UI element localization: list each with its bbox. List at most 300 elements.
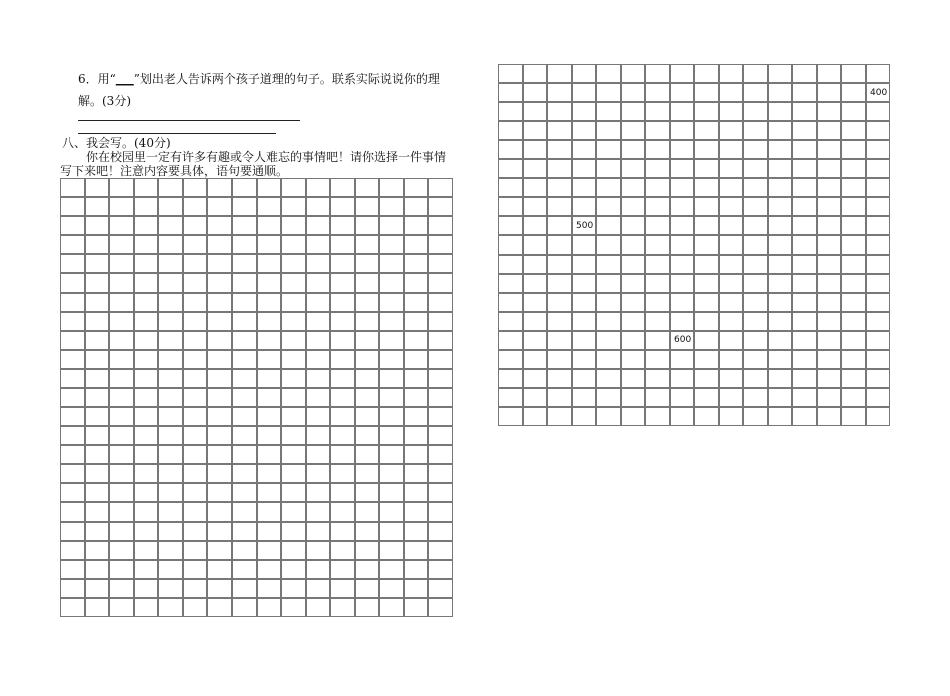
grid-cell[interactable] <box>671 198 694 215</box>
grid-cell[interactable] <box>622 332 645 349</box>
grid-cell[interactable] <box>356 351 379 368</box>
grid-cell[interactable] <box>695 408 718 425</box>
grid-cell[interactable] <box>307 351 330 368</box>
grid-cell[interactable] <box>646 389 669 406</box>
grid-cell[interactable] <box>331 294 354 311</box>
grid-cell[interactable] <box>307 236 330 253</box>
grid-cell[interactable] <box>405 236 428 253</box>
grid-cell[interactable] <box>793 256 816 273</box>
grid-cell[interactable] <box>380 255 403 272</box>
grid-cell[interactable] <box>720 103 743 120</box>
grid-cell[interactable] <box>744 198 767 215</box>
grid-cell[interactable] <box>208 561 231 578</box>
grid-cell[interactable] <box>184 179 207 196</box>
grid-cell[interactable] <box>61 408 84 425</box>
grid-cell[interactable] <box>695 294 718 311</box>
grid-cell[interactable] <box>184 198 207 215</box>
grid-cell[interactable] <box>135 561 158 578</box>
grid-cell[interactable] <box>380 408 403 425</box>
grid-cell[interactable] <box>258 523 281 540</box>
grid-cell[interactable] <box>86 217 109 234</box>
grid-cell[interactable] <box>646 160 669 177</box>
grid-cell[interactable] <box>695 217 718 234</box>
grid-cell[interactable] <box>61 389 84 406</box>
grid-cell[interactable] <box>744 370 767 387</box>
grid-cell[interactable] <box>499 84 522 101</box>
grid-cell[interactable] <box>720 332 743 349</box>
grid-cell[interactable] <box>818 370 841 387</box>
grid-cell[interactable] <box>769 141 792 158</box>
grid-cell[interactable] <box>769 408 792 425</box>
grid-cell[interactable] <box>818 236 841 253</box>
grid-cell[interactable] <box>769 84 792 101</box>
grid-cell[interactable] <box>793 408 816 425</box>
grid-cell[interactable] <box>307 313 330 330</box>
grid-cell[interactable] <box>135 427 158 444</box>
grid-cell[interactable] <box>573 179 596 196</box>
grid-cell[interactable] <box>135 236 158 253</box>
grid-cell[interactable] <box>524 84 547 101</box>
grid-cell[interactable] <box>258 255 281 272</box>
grid-cell[interactable] <box>61 484 84 501</box>
grid-cell[interactable] <box>184 542 207 559</box>
grid-cell[interactable] <box>646 84 669 101</box>
grid-cell[interactable] <box>307 484 330 501</box>
grid-cell[interactable] <box>842 160 865 177</box>
grid-cell[interactable] <box>671 103 694 120</box>
grid-cell[interactable] <box>110 389 133 406</box>
grid-cell[interactable] <box>233 198 256 215</box>
grid-cell[interactable] <box>184 236 207 253</box>
grid-cell[interactable] <box>380 580 403 597</box>
grid-cell[interactable] <box>208 427 231 444</box>
grid-cell[interactable] <box>110 580 133 597</box>
grid-cell[interactable] <box>671 65 694 82</box>
grid-cell[interactable] <box>258 389 281 406</box>
grid-cell[interactable] <box>769 294 792 311</box>
grid-cell[interactable] <box>695 313 718 330</box>
grid-cell[interactable] <box>233 370 256 387</box>
grid-cell[interactable] <box>159 599 182 616</box>
grid-cell[interactable] <box>499 236 522 253</box>
grid-cell[interactable] <box>331 561 354 578</box>
grid-cell[interactable] <box>356 236 379 253</box>
grid-cell[interactable] <box>380 351 403 368</box>
grid-cell[interactable] <box>744 275 767 292</box>
grid-cell[interactable] <box>258 561 281 578</box>
grid-cell[interactable] <box>793 141 816 158</box>
grid-cell[interactable] <box>405 427 428 444</box>
grid-cell[interactable] <box>208 408 231 425</box>
grid-cell[interactable] <box>597 313 620 330</box>
grid-cell[interactable] <box>380 542 403 559</box>
grid-cell[interactable] <box>184 503 207 520</box>
grid-cell[interactable] <box>282 294 305 311</box>
grid-cell[interactable] <box>573 160 596 177</box>
grid-cell[interactable] <box>646 351 669 368</box>
grid-cell[interactable] <box>867 351 890 368</box>
grid-cell[interactable] <box>61 523 84 540</box>
grid-cell[interactable] <box>159 503 182 520</box>
grid-cell[interactable] <box>61 580 84 597</box>
grid-cell[interactable] <box>622 256 645 273</box>
grid-cell[interactable] <box>842 103 865 120</box>
grid-cell[interactable] <box>867 122 890 139</box>
grid-cell[interactable] <box>597 198 620 215</box>
grid-cell[interactable] <box>110 465 133 482</box>
grid-cell[interactable] <box>597 351 620 368</box>
grid-cell[interactable] <box>86 370 109 387</box>
grid-cell[interactable] <box>135 503 158 520</box>
grid-cell[interactable] <box>818 65 841 82</box>
grid-cell[interactable] <box>184 332 207 349</box>
grid-cell[interactable] <box>331 332 354 349</box>
grid-cell[interactable] <box>842 313 865 330</box>
grid-cell[interactable] <box>258 332 281 349</box>
grid-cell[interactable] <box>258 370 281 387</box>
grid-cell[interactable] <box>159 198 182 215</box>
grid-cell[interactable] <box>646 294 669 311</box>
grid-cell[interactable] <box>769 275 792 292</box>
grid-cell[interactable] <box>86 236 109 253</box>
grid-cell[interactable] <box>695 351 718 368</box>
grid-cell[interactable] <box>331 236 354 253</box>
grid-cell[interactable] <box>405 198 428 215</box>
writing-grid-right[interactable] <box>498 64 890 426</box>
grid-cell[interactable] <box>282 580 305 597</box>
grid-cell[interactable] <box>135 274 158 291</box>
grid-cell[interactable] <box>499 351 522 368</box>
grid-cell[interactable] <box>110 561 133 578</box>
grid-cell[interactable] <box>744 313 767 330</box>
grid-cell[interactable] <box>282 561 305 578</box>
grid-cell[interactable] <box>818 294 841 311</box>
grid-cell[interactable] <box>233 217 256 234</box>
grid-cell[interactable] <box>499 256 522 273</box>
grid-cell[interactable] <box>135 599 158 616</box>
grid-cell[interactable] <box>524 370 547 387</box>
grid-cell[interactable] <box>184 580 207 597</box>
grid-cell[interactable] <box>548 294 571 311</box>
grid-cell[interactable] <box>184 389 207 406</box>
grid-cell[interactable] <box>258 351 281 368</box>
grid-cell[interactable] <box>331 389 354 406</box>
grid-cell[interactable] <box>646 122 669 139</box>
grid-cell[interactable] <box>380 561 403 578</box>
grid-cell[interactable] <box>331 351 354 368</box>
grid-cell[interactable] <box>573 198 596 215</box>
grid-cell[interactable] <box>307 561 330 578</box>
grid-cell[interactable] <box>208 503 231 520</box>
grid-cell[interactable] <box>573 389 596 406</box>
grid-cell[interactable] <box>597 389 620 406</box>
grid-cell[interactable] <box>159 217 182 234</box>
grid-cell[interactable] <box>86 313 109 330</box>
grid-cell[interactable] <box>61 561 84 578</box>
grid-cell[interactable] <box>61 332 84 349</box>
grid-cell[interactable] <box>867 217 890 234</box>
grid-cell[interactable] <box>720 84 743 101</box>
grid-cell[interactable] <box>110 332 133 349</box>
grid-cell[interactable] <box>110 503 133 520</box>
grid-cell[interactable] <box>86 389 109 406</box>
grid-cell[interactable] <box>258 599 281 616</box>
grid-cell[interactable] <box>744 408 767 425</box>
grid-cell[interactable] <box>720 65 743 82</box>
grid-cell[interactable] <box>135 370 158 387</box>
grid-cell[interactable] <box>842 198 865 215</box>
grid-cell[interactable] <box>671 122 694 139</box>
grid-cell[interactable] <box>695 389 718 406</box>
grid-cell[interactable] <box>380 503 403 520</box>
grid-cell[interactable] <box>695 160 718 177</box>
grid-cell[interactable] <box>405 599 428 616</box>
grid-cell[interactable] <box>622 141 645 158</box>
grid-cell[interactable] <box>208 580 231 597</box>
grid-cell[interactable] <box>86 351 109 368</box>
grid-cell[interactable] <box>818 179 841 196</box>
grid-cell[interactable] <box>524 351 547 368</box>
grid-cell[interactable] <box>184 255 207 272</box>
grid-cell[interactable] <box>867 275 890 292</box>
grid-cell[interactable] <box>380 217 403 234</box>
grid-cell[interactable] <box>671 84 694 101</box>
grid-cell[interactable] <box>405 389 428 406</box>
grid-cell[interactable] <box>110 599 133 616</box>
grid-cell[interactable] <box>135 294 158 311</box>
grid-cell[interactable] <box>573 65 596 82</box>
grid-cell[interactable] <box>524 408 547 425</box>
grid-cell[interactable] <box>331 523 354 540</box>
grid-cell[interactable] <box>720 179 743 196</box>
grid-cell[interactable] <box>307 294 330 311</box>
grid-cell[interactable] <box>429 255 452 272</box>
grid-cell[interactable] <box>548 351 571 368</box>
grid-cell[interactable] <box>159 484 182 501</box>
grid-cell[interactable] <box>61 313 84 330</box>
grid-cell[interactable] <box>307 217 330 234</box>
grid-cell[interactable] <box>233 255 256 272</box>
grid-cell[interactable] <box>307 198 330 215</box>
grid-cell[interactable] <box>208 523 231 540</box>
grid-cell[interactable] <box>818 122 841 139</box>
grid-cell[interactable] <box>842 217 865 234</box>
grid-cell[interactable] <box>720 389 743 406</box>
grid-cell[interactable] <box>307 332 330 349</box>
grid-cell[interactable] <box>61 446 84 463</box>
grid-cell[interactable] <box>622 313 645 330</box>
grid-cell[interactable] <box>867 313 890 330</box>
grid-cell[interactable] <box>573 408 596 425</box>
grid-cell[interactable] <box>720 236 743 253</box>
grid-cell[interactable] <box>597 408 620 425</box>
grid-cell[interactable] <box>573 313 596 330</box>
grid-cell[interactable] <box>86 484 109 501</box>
grid-cell[interactable] <box>184 294 207 311</box>
grid-cell[interactable] <box>61 542 84 559</box>
grid-cell[interactable] <box>744 84 767 101</box>
grid-cell[interactable] <box>524 332 547 349</box>
grid-cell[interactable] <box>429 523 452 540</box>
grid-cell[interactable] <box>842 84 865 101</box>
grid-cell[interactable] <box>842 370 865 387</box>
grid-cell[interactable] <box>842 332 865 349</box>
grid-cell[interactable] <box>282 179 305 196</box>
grid-cell[interactable] <box>184 599 207 616</box>
grid-cell[interactable] <box>405 370 428 387</box>
grid-cell[interactable] <box>307 255 330 272</box>
grid-cell[interactable] <box>744 217 767 234</box>
grid-cell[interactable] <box>842 65 865 82</box>
grid-cell[interactable] <box>597 179 620 196</box>
grid-cell[interactable] <box>380 236 403 253</box>
grid-cell[interactable] <box>331 198 354 215</box>
grid-cell[interactable] <box>646 198 669 215</box>
grid-cell[interactable] <box>233 446 256 463</box>
grid-cell[interactable] <box>405 179 428 196</box>
grid-cell[interactable] <box>405 561 428 578</box>
grid-cell[interactable] <box>573 294 596 311</box>
grid-cell[interactable] <box>380 198 403 215</box>
grid-cell[interactable] <box>744 236 767 253</box>
grid-cell[interactable] <box>135 255 158 272</box>
grid-cell[interactable] <box>282 599 305 616</box>
grid-cell[interactable] <box>499 198 522 215</box>
grid-cell[interactable] <box>429 599 452 616</box>
grid-cell[interactable] <box>135 446 158 463</box>
grid-cell[interactable] <box>573 236 596 253</box>
grid-cell[interactable] <box>331 503 354 520</box>
grid-cell[interactable] <box>233 351 256 368</box>
grid-cell[interactable] <box>671 236 694 253</box>
grid-cell[interactable] <box>258 408 281 425</box>
grid-cell[interactable] <box>405 542 428 559</box>
grid-cell[interactable] <box>573 141 596 158</box>
grid-cell[interactable] <box>769 103 792 120</box>
grid-cell[interactable] <box>258 484 281 501</box>
grid-cell[interactable] <box>793 294 816 311</box>
answer-line-1[interactable] <box>78 120 300 121</box>
grid-cell[interactable] <box>646 217 669 234</box>
grid-cell[interactable] <box>258 580 281 597</box>
grid-cell[interactable] <box>159 523 182 540</box>
grid-cell[interactable] <box>307 408 330 425</box>
grid-cell[interactable] <box>548 236 571 253</box>
grid-cell[interactable] <box>258 313 281 330</box>
grid-cell[interactable] <box>356 294 379 311</box>
grid-cell[interactable] <box>282 351 305 368</box>
grid-cell[interactable] <box>793 332 816 349</box>
grid-cell[interactable] <box>159 427 182 444</box>
grid-cell[interactable] <box>307 599 330 616</box>
grid-cell[interactable] <box>135 179 158 196</box>
grid-cell[interactable] <box>208 370 231 387</box>
grid-cell[interactable] <box>429 580 452 597</box>
grid-cell[interactable] <box>499 160 522 177</box>
grid-cell[interactable] <box>356 332 379 349</box>
grid-cell[interactable] <box>86 523 109 540</box>
grid-cell[interactable] <box>61 274 84 291</box>
grid-cell[interactable] <box>135 580 158 597</box>
grid-cell[interactable] <box>646 65 669 82</box>
grid-cell[interactable] <box>842 236 865 253</box>
grid-cell[interactable] <box>867 332 890 349</box>
grid-cell[interactable] <box>159 332 182 349</box>
grid-cell[interactable] <box>380 294 403 311</box>
grid-cell[interactable] <box>307 446 330 463</box>
grid-cell[interactable] <box>548 122 571 139</box>
grid-cell[interactable] <box>282 542 305 559</box>
grid-cell[interactable] <box>61 198 84 215</box>
grid-cell[interactable] <box>356 542 379 559</box>
grid-cell[interactable] <box>233 408 256 425</box>
grid-cell[interactable] <box>233 465 256 482</box>
grid-cell[interactable] <box>429 446 452 463</box>
grid-cell[interactable] <box>842 408 865 425</box>
grid-cell[interactable] <box>61 599 84 616</box>
grid-cell[interactable] <box>548 275 571 292</box>
grid-cell[interactable] <box>356 255 379 272</box>
grid-cell[interactable] <box>110 542 133 559</box>
grid-cell[interactable] <box>233 389 256 406</box>
grid-cell[interactable] <box>86 580 109 597</box>
grid-cell[interactable] <box>695 275 718 292</box>
grid-cell[interactable] <box>622 103 645 120</box>
grid-cell[interactable] <box>769 332 792 349</box>
grid-cell[interactable] <box>356 465 379 482</box>
grid-cell[interactable] <box>695 179 718 196</box>
grid-cell[interactable] <box>282 465 305 482</box>
grid-cell[interactable] <box>818 141 841 158</box>
grid-cell[interactable] <box>429 236 452 253</box>
grid-cell[interactable] <box>818 217 841 234</box>
grid-cell[interactable] <box>524 65 547 82</box>
grid-cell[interactable] <box>184 561 207 578</box>
grid-cell[interactable] <box>282 313 305 330</box>
grid-cell[interactable] <box>548 179 571 196</box>
grid-cell[interactable] <box>208 236 231 253</box>
grid-cell[interactable] <box>159 274 182 291</box>
grid-cell[interactable] <box>769 256 792 273</box>
grid-cell[interactable] <box>499 122 522 139</box>
grid-cell[interactable] <box>744 179 767 196</box>
grid-cell[interactable] <box>524 122 547 139</box>
grid-cell[interactable] <box>159 313 182 330</box>
grid-cell[interactable] <box>597 122 620 139</box>
grid-cell[interactable] <box>258 542 281 559</box>
grid-cell[interactable] <box>793 217 816 234</box>
grid-cell[interactable] <box>282 236 305 253</box>
grid-cell[interactable] <box>86 408 109 425</box>
grid-cell[interactable] <box>380 332 403 349</box>
grid-cell[interactable] <box>184 351 207 368</box>
grid-cell[interactable] <box>282 274 305 291</box>
grid-cell[interactable] <box>258 236 281 253</box>
grid-cell[interactable] <box>744 332 767 349</box>
grid-cell[interactable] <box>429 313 452 330</box>
grid-cell[interactable] <box>233 484 256 501</box>
grid-cell[interactable] <box>695 103 718 120</box>
grid-cell[interactable] <box>356 389 379 406</box>
grid-cell[interactable] <box>184 523 207 540</box>
grid-cell[interactable] <box>356 503 379 520</box>
grid-cell[interactable] <box>622 65 645 82</box>
grid-cell[interactable] <box>184 408 207 425</box>
grid-cell[interactable] <box>356 427 379 444</box>
grid-cell[interactable] <box>429 274 452 291</box>
grid-cell[interactable] <box>380 274 403 291</box>
grid-cell[interactable] <box>233 274 256 291</box>
